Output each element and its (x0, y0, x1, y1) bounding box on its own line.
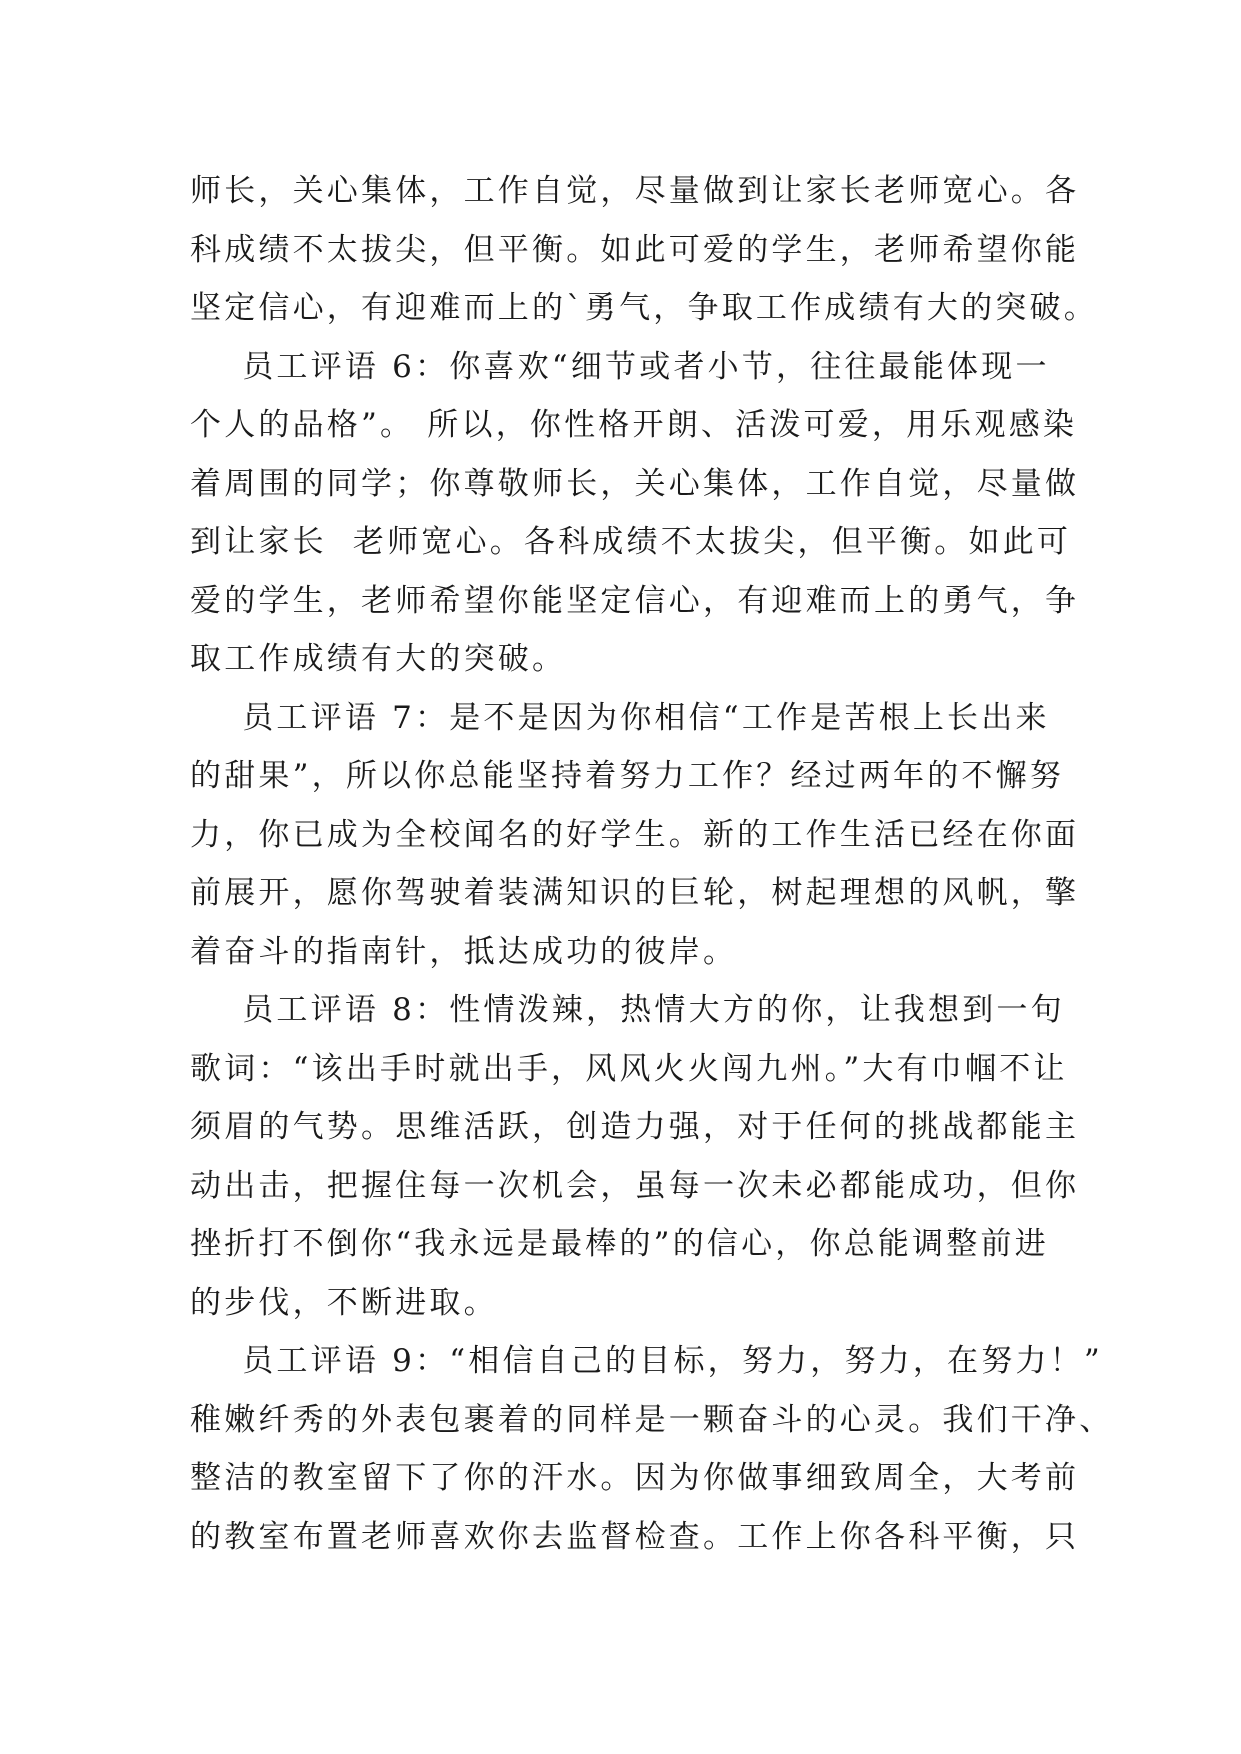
text-line: 的步伐，不断进取。 (190, 1284, 498, 1321)
text-line: 的教室布置老师喜欢你去监督检查。工作上你各科平衡，只 (190, 1518, 1080, 1555)
text-line: 整洁的教室留下了你的汗水。因为你做事细致周全，大考前 (190, 1460, 1080, 1496)
text-line: 须眉的气势。思维活跃，创造力强，对于任何的挑战都能主 (190, 1109, 1080, 1145)
text-line: 师长，关心集体，工作自觉，尽量做到让家长老师宽心。各 (190, 173, 1080, 209)
text-line: 歌词：“该出手时就出手，风风火火闯九州。”大有巾帼不让 (190, 1050, 1068, 1087)
paragraph-start-line: 员工评语 6：你喜欢“细节或者小节，往往最能体现一 (190, 348, 1050, 385)
paragraph-start-line: 员工评语 8：性情泼辣，热情大方的你，让我想到一句 (190, 992, 1065, 1028)
text-line: 稚嫩纤秀的外表包裹着的同样是一颗奋斗的心灵。我们干净、 (190, 1401, 1114, 1438)
text-line: 取工作成绩有大的突破。 (190, 641, 567, 677)
paragraph-start-line: 员工评语 7：是不是因为你相信“工作是苦根上长出来 (190, 699, 1050, 736)
text-line: 挫折打不倒你“我永远是最棒的”的信心，你总能调整前进 (190, 1226, 1049, 1262)
text-line: 科成绩不太拔尖，但平衡。如此可爱的学生，老师希望你能 (190, 231, 1080, 268)
text-line: 的甜果”，所以你总能坚持着努力工作？经过两年的不懈努 (190, 758, 1065, 794)
text-line: 到让家长 老师宽心。各科成绩不太拔尖，但平衡。如此可 (190, 524, 1072, 560)
text-line: 着奋斗的指南针，抵达成功的彼岸。 (190, 933, 738, 970)
text-line: 爱的学生，老师希望你能坚定信心，有迎难而上的勇气，争 (190, 582, 1080, 619)
text-line: 前展开，愿你驾驶着装满知识的巨轮，树起理想的风帆，擎 (190, 875, 1080, 911)
text-line: 力，你已成为全校闻名的好学生。新的工作生活已经在你面 (190, 816, 1080, 853)
text-line: 坚定信心，有迎难而上的`勇气，争取工作成绩有大的突破。 (190, 290, 1098, 326)
text-line: 动出击，把握住每一次机会，虽每一次未必都能成功，但你 (190, 1167, 1080, 1204)
text-line: 个人的品格”。 所以，你性格开朗、活泼可爱，用乐观感染 (190, 407, 1078, 443)
text-line: 着周围的同学；你尊敬师长，关心集体，工作自觉，尽量做 (190, 465, 1080, 502)
paragraph-start-line: 员工评语 9：“相信自己的目标，努力，努力，在努力！” (190, 1343, 1103, 1379)
document-body (190, 162, 1114, 1566)
